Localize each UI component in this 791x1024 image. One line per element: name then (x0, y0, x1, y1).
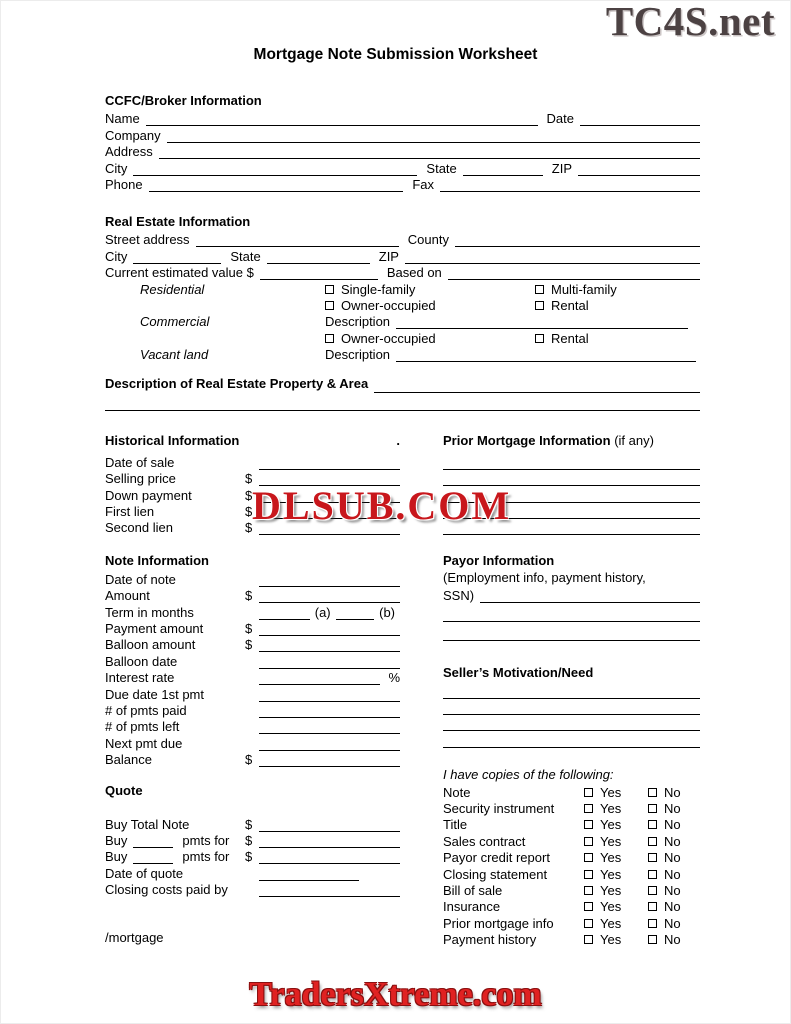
state-blank-line[interactable] (463, 162, 543, 176)
county-label: County (407, 232, 449, 248)
copies-item-label: Sales contract (443, 833, 526, 849)
yes-label: Yes (600, 915, 622, 931)
historical-heading: Historical Information (105, 433, 240, 449)
yes-option (584, 834, 648, 849)
owner-occupied-label: Owner-occupied (341, 297, 436, 313)
copies-row (443, 784, 700, 800)
city-state-zip-row (105, 159, 700, 175)
note-info-heading: Note Information (105, 553, 209, 569)
commercial-rental-option (535, 331, 700, 346)
historical-row (105, 453, 400, 469)
no-label: No (664, 932, 681, 948)
date-of-note-row (105, 570, 400, 586)
vacant-land-row (105, 346, 700, 362)
no-checkbox[interactable] (648, 837, 657, 846)
quote-column (105, 767, 443, 948)
county-blank-line[interactable] (455, 233, 700, 247)
no-checkbox[interactable] (648, 804, 657, 813)
balance-label: Balance (105, 752, 152, 768)
historical-row-label: First lien (105, 504, 155, 520)
estimated-value-label: Current estimated value $ (105, 265, 254, 281)
date-of-note-label: Date of note (105, 571, 176, 587)
commercial-description-label: Description (325, 314, 391, 330)
property-description-label: Description of Real Estate Property & Area (105, 376, 369, 392)
blank-line[interactable] (443, 608, 700, 622)
no-label: No (664, 882, 681, 898)
blank-line[interactable] (443, 701, 700, 715)
dollar-sign: $ (245, 487, 253, 503)
buy-pmts-label-group (105, 833, 245, 848)
owner-occupied-option (325, 298, 535, 313)
seller-line-row (443, 682, 700, 698)
phone-label: Phone (105, 176, 143, 192)
blank-line[interactable] (480, 589, 700, 603)
blank-line[interactable] (259, 704, 400, 718)
commercial-owner-occupied-option (325, 331, 535, 346)
no-option (648, 834, 700, 849)
yes-label: Yes (600, 932, 622, 948)
blank-line[interactable] (259, 655, 400, 669)
rental-checkbox[interactable] (535, 301, 544, 310)
balance-row (105, 751, 400, 767)
no-option (648, 899, 700, 914)
pmts-for-label: pmts for (182, 832, 230, 848)
copies-row (443, 866, 700, 882)
payor-heading: Payor Information (443, 553, 555, 569)
yes-option (584, 916, 648, 931)
historical-heading-row (105, 433, 400, 453)
copies-item-label: Insurance (443, 899, 501, 915)
dollar-sign: $ (245, 620, 253, 636)
historical-row-label: Down payment (105, 487, 192, 503)
value-row (105, 264, 700, 280)
yes-checkbox[interactable] (584, 886, 593, 895)
yes-checkbox[interactable] (584, 853, 593, 862)
blank-line[interactable] (259, 638, 400, 652)
dollar-sign: $ (245, 849, 253, 865)
buy-label: Buy (105, 832, 128, 848)
re-zip-label: ZIP (378, 248, 399, 264)
closing-costs-row (105, 881, 400, 897)
mortgage-footnote: /mortgage (105, 930, 164, 946)
no-option (648, 883, 700, 898)
next-pmt-row (105, 734, 400, 750)
address-blank-line[interactable] (159, 145, 700, 159)
single-family-option (325, 282, 535, 297)
note-info-column (105, 553, 443, 767)
no-checkbox[interactable] (648, 820, 657, 829)
blank-line[interactable] (259, 589, 400, 603)
owner-occupied-checkbox[interactable] (325, 301, 334, 310)
historical-row-label: Date of sale (105, 454, 175, 470)
real-estate-section (105, 214, 700, 362)
blank-line[interactable] (259, 850, 400, 864)
copies-row (443, 849, 700, 865)
no-checkbox[interactable] (648, 853, 657, 862)
blank-line[interactable] (259, 671, 380, 685)
dollar-sign: $ (245, 832, 253, 848)
date-of-quote-row (105, 864, 400, 880)
yes-option (584, 883, 648, 898)
vacant-description-blank-line[interactable] (396, 348, 696, 362)
state-label: State (426, 160, 457, 176)
yes-label: Yes (600, 866, 622, 882)
property-description-row-2 (105, 393, 700, 411)
dollar-sign: $ (245, 504, 253, 520)
quote-copies-section (105, 767, 700, 948)
blank-line[interactable] (259, 622, 400, 636)
company-blank-line[interactable] (167, 129, 700, 143)
blank-line[interactable] (259, 573, 400, 587)
no-label: No (664, 899, 681, 915)
commercial-owner-occupied-checkbox[interactable] (325, 334, 334, 343)
payor-subtext-line1: (Employment info, payment history, (443, 570, 646, 586)
no-option (648, 932, 700, 947)
prior-mortgage-heading-row (443, 433, 700, 453)
payor-line-row (443, 603, 700, 622)
multi-family-label: Multi-family (551, 281, 617, 297)
dollar-sign: $ (245, 520, 253, 536)
seller-motivation-heading: Seller’s Motivation/Need (443, 665, 594, 681)
yes-option (584, 850, 648, 865)
yes-option (584, 932, 648, 947)
name-date-row (105, 110, 700, 126)
historical-row-label: Second lien (105, 520, 173, 536)
vacant-land-label: Vacant land (140, 347, 209, 363)
no-label: No (664, 784, 681, 800)
blank-line[interactable] (259, 867, 359, 881)
copies-column (443, 767, 700, 948)
dollar-sign: $ (245, 752, 253, 768)
blank-line[interactable] (259, 834, 400, 848)
yes-checkbox[interactable] (584, 837, 593, 846)
copies-row (443, 915, 700, 931)
blank-line[interactable] (443, 734, 700, 748)
buy-pmts-label-group (105, 849, 245, 864)
yes-option (584, 817, 648, 832)
closing-costs-label: Closing costs paid by (105, 882, 228, 898)
re-city-label: City (105, 248, 128, 264)
commercial-description-blank-line[interactable] (396, 315, 688, 329)
prior-mortgage-qualifier: (if any) (614, 433, 654, 449)
no-label: No (664, 833, 681, 849)
seller-line-row (443, 731, 700, 747)
blank-line[interactable] (259, 456, 400, 470)
yes-label: Yes (600, 800, 622, 816)
balloon-date-label: Balloon date (105, 653, 178, 669)
no-checkbox[interactable] (648, 902, 657, 911)
seller-line-row (443, 699, 700, 715)
commercial-rental-label: Rental (551, 330, 589, 346)
pmts-paid-row (105, 702, 400, 718)
buy-count-blank-line[interactable] (133, 850, 173, 864)
dollar-sign: $ (245, 588, 253, 604)
term-row (105, 603, 400, 619)
multi-family-checkbox[interactable] (535, 285, 544, 294)
single-family-checkbox[interactable] (325, 285, 334, 294)
dlsub-watermark: DLSUB.COM (252, 483, 512, 528)
zip-label: ZIP (551, 160, 572, 176)
payor-column (443, 553, 700, 767)
payor-line-row (443, 622, 700, 641)
street-address-label: Street address (105, 232, 190, 248)
buy-label: Buy (105, 849, 128, 865)
commercial-row (105, 313, 700, 329)
pmts-paid-label: # of pmts paid (105, 702, 187, 718)
balloon-amount-label: Balloon amount (105, 637, 196, 653)
yes-checkbox[interactable] (584, 870, 593, 879)
commercial-label: Commercial (140, 314, 210, 330)
property-description-row (105, 377, 700, 393)
no-option (648, 916, 700, 931)
balloon-amount-row (105, 636, 400, 652)
yes-option (584, 785, 648, 800)
yes-option (584, 867, 648, 882)
multi-family-option (535, 282, 700, 297)
no-option (648, 817, 700, 832)
address-label: Address (105, 144, 153, 160)
amount-row (105, 587, 400, 603)
due-date-row (105, 685, 400, 701)
copies-heading: I have copies of the following: (443, 767, 614, 783)
property-description-section (105, 377, 700, 411)
ssn-row (443, 587, 700, 603)
blank-line[interactable] (443, 717, 700, 731)
commercial-rental-checkbox[interactable] (535, 334, 544, 343)
amount-label: Amount (105, 588, 150, 604)
payment-amount-row (105, 620, 400, 636)
copies-item-label: Closing statement (443, 866, 548, 882)
term-label: Term in months (105, 604, 194, 620)
blank-line[interactable] (259, 883, 400, 897)
dollar-sign: $ (245, 816, 253, 832)
copies-item-label: Payment history (443, 932, 537, 948)
buy-total-row (105, 815, 400, 831)
blank-line[interactable] (259, 688, 400, 702)
phone-blank-line[interactable] (149, 178, 404, 192)
no-label: No (664, 915, 681, 931)
copies-item-label: Prior mortgage info (443, 915, 554, 931)
blank-line[interactable] (443, 456, 700, 470)
yes-checkbox[interactable] (584, 902, 593, 911)
dollar-sign: $ (245, 637, 253, 653)
next-pmt-label: Next pmt due (105, 735, 183, 751)
buy-pmts-row (105, 832, 400, 848)
fax-label: Fax (412, 176, 434, 192)
no-checkbox[interactable] (648, 870, 657, 879)
based-on-label: Based on (386, 265, 442, 281)
term-b-label: (b) (379, 604, 395, 620)
copies-row (443, 882, 700, 898)
term-a-label: (a) (314, 604, 331, 620)
buy-count-blank-line[interactable] (133, 834, 173, 848)
interest-rate-row (105, 669, 400, 685)
blank-line[interactable] (443, 685, 700, 699)
interest-rate-label: Interest rate (105, 670, 175, 686)
copies-item-label: Note (443, 784, 471, 800)
based-on-blank-line[interactable] (448, 266, 700, 280)
copies-row (443, 817, 700, 833)
buy-total-label: Buy Total Note (105, 816, 190, 832)
residential-occupancy-row (105, 297, 700, 313)
phone-fax-row (105, 176, 700, 192)
re-city-state-zip-row (105, 247, 700, 263)
date-label: Date (546, 111, 574, 127)
no-checkbox[interactable] (648, 919, 657, 928)
single-family-label: Single-family (341, 281, 416, 297)
commercial-occupancy-row (105, 329, 700, 345)
pmts-left-label: # of pmts left (105, 719, 180, 735)
tc4s-logo: TC4S.net (605, 0, 775, 44)
prior-mortgage-heading (443, 433, 654, 450)
yes-label: Yes (600, 784, 622, 800)
yes-label: Yes (600, 833, 622, 849)
percent-sign: % (388, 670, 400, 686)
blank-line[interactable] (443, 627, 700, 641)
no-option (648, 867, 700, 882)
buy-pmts-row (105, 848, 400, 864)
quote-heading: Quote (105, 783, 143, 799)
re-state-blank-line[interactable] (267, 250, 370, 264)
copies-item-label: Security instrument (443, 800, 555, 816)
yes-label: Yes (600, 850, 622, 866)
blank-line[interactable] (259, 818, 400, 832)
re-zip-blank-line[interactable] (405, 250, 700, 264)
address-row (105, 143, 700, 159)
company-label: Company (105, 127, 161, 143)
tradersxtreme-logo: TradersXtreme.com (249, 976, 542, 1013)
property-description-blank-line[interactable] (374, 379, 700, 393)
zip-blank-line[interactable] (578, 162, 700, 176)
yes-label: Yes (600, 817, 622, 833)
property-description-blank-line-2[interactable] (105, 397, 700, 411)
company-row (105, 126, 700, 142)
balloon-date-row (105, 652, 400, 668)
no-option (648, 850, 700, 865)
yes-option (584, 899, 648, 914)
rental-option (535, 298, 700, 313)
ssn-label: SSN) (443, 588, 475, 604)
no-label: No (664, 817, 681, 833)
no-label: No (664, 850, 681, 866)
copies-row (443, 800, 700, 816)
yes-option (584, 801, 648, 816)
copies-row (443, 931, 700, 947)
residential-row (105, 280, 700, 296)
re-city-blank-line[interactable] (133, 250, 221, 264)
yes-checkbox[interactable] (584, 935, 593, 944)
vacant-description-label: Description (325, 347, 391, 363)
stray-dot: . (396, 433, 400, 449)
value-blank-line[interactable] (260, 266, 378, 280)
date-of-quote-label: Date of quote (105, 865, 184, 881)
yes-checkbox[interactable] (584, 804, 593, 813)
commercial-owner-occupied-label: Owner-occupied (341, 330, 436, 346)
due-date-label: Due date 1st pmt (105, 686, 204, 702)
blank-line[interactable] (259, 737, 400, 751)
historical-row-label: Selling price (105, 471, 176, 487)
date-blank-line[interactable] (580, 112, 700, 126)
prior-line-row (443, 453, 700, 469)
copies-item-label: Bill of sale (443, 882, 503, 898)
blank-line[interactable] (259, 753, 400, 767)
copies-list (443, 784, 700, 948)
name-label: Name (105, 111, 140, 127)
no-label: No (664, 866, 681, 882)
copies-row (443, 833, 700, 849)
broker-section (105, 93, 700, 192)
no-option (648, 785, 700, 800)
term-a-blank-line[interactable] (259, 606, 310, 620)
city-blank-line[interactable] (133, 162, 417, 176)
term-b-blank-line[interactable] (336, 606, 374, 620)
yes-label: Yes (600, 882, 622, 898)
no-checkbox[interactable] (648, 935, 657, 944)
city-label: City (105, 160, 128, 176)
yes-checkbox[interactable] (584, 919, 593, 928)
copies-item-label: Title (443, 817, 468, 833)
seller-line-row (443, 715, 700, 731)
page-title: Mortgage Note Submission Worksheet (253, 46, 538, 63)
prior-mortgage-heading-text: Prior Mortgage Information (443, 433, 611, 449)
broker-heading: CCFC/Broker Information (105, 93, 262, 108)
re-state-label: State (230, 248, 261, 264)
copies-item-label: Payor credit report (443, 850, 550, 866)
note-payor-section (105, 553, 700, 767)
payment-amount-label: Payment amount (105, 620, 204, 636)
no-checkbox[interactable] (648, 886, 657, 895)
name-blank-line[interactable] (146, 112, 538, 126)
yes-label: Yes (600, 899, 622, 915)
no-option (648, 801, 700, 816)
no-checkbox[interactable] (648, 788, 657, 797)
yes-checkbox[interactable] (584, 788, 593, 797)
spacer (105, 800, 400, 815)
real-estate-heading: Real Estate Information (105, 213, 251, 229)
residential-label: Residential (140, 281, 205, 297)
pmts-for-label: pmts for (182, 849, 230, 865)
pmts-left-row (105, 718, 400, 734)
fax-blank-line[interactable] (440, 178, 700, 192)
rental-label: Rental (551, 297, 589, 313)
street-blank-line[interactable] (196, 233, 399, 247)
blank-line[interactable] (259, 720, 400, 734)
dollar-sign: $ (245, 471, 253, 487)
street-county-row (105, 231, 700, 247)
copies-row (443, 899, 700, 915)
yes-checkbox[interactable] (584, 820, 593, 829)
no-label: No (664, 800, 681, 816)
